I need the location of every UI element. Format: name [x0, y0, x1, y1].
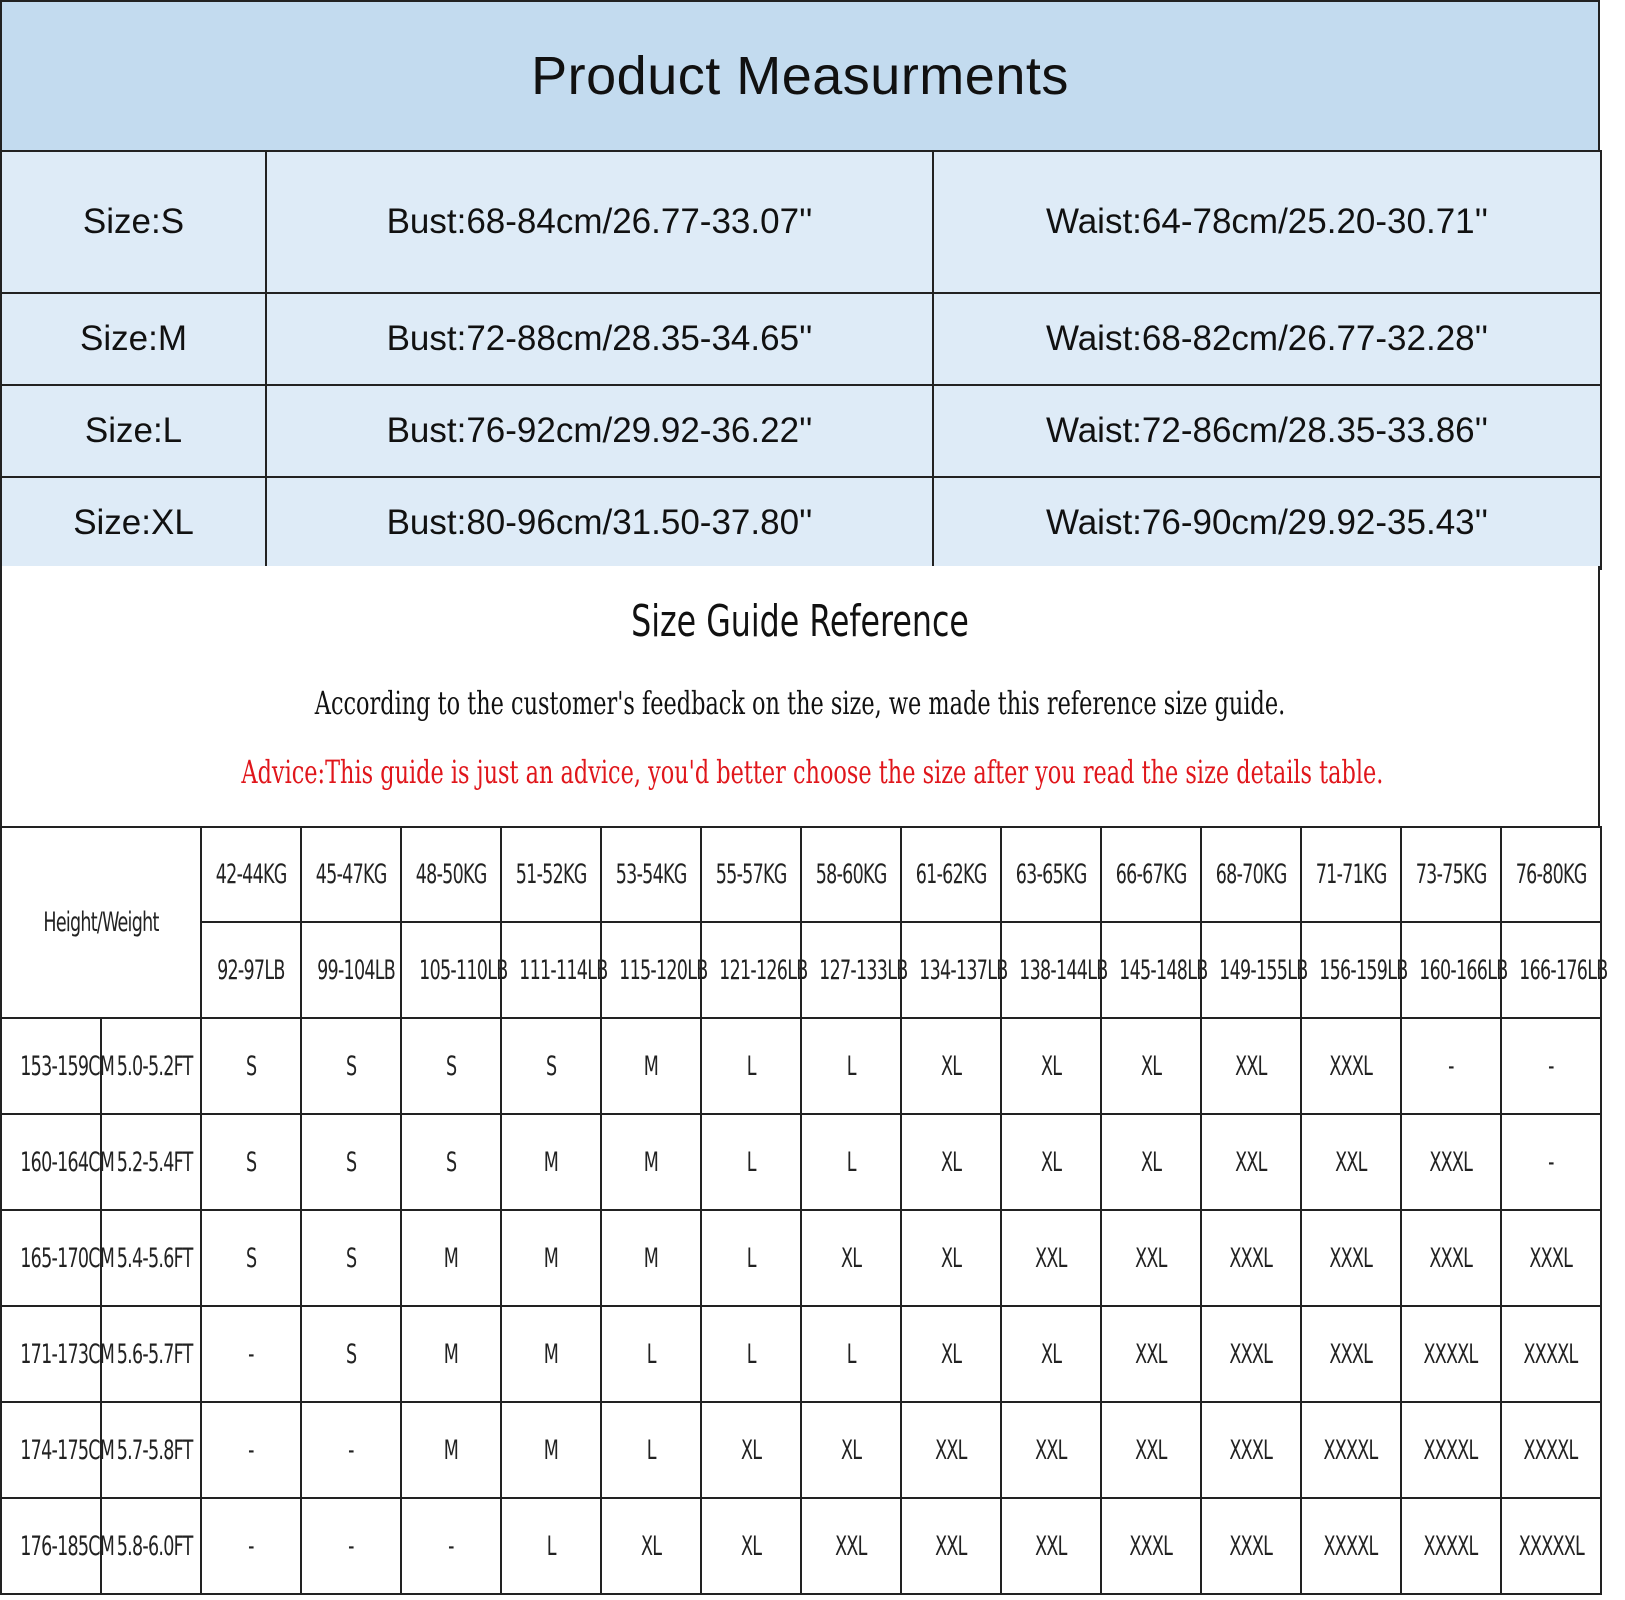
size-cell-text: S: [445, 1146, 457, 1178]
size-cell: [901, 1306, 1001, 1402]
size-cell: [1301, 1498, 1401, 1594]
size-cell: [1301, 1114, 1401, 1210]
size-guide-advice: Advice:This guide is just an advice, you'd better choose the size after you read the size details table.: [241, 753, 1384, 791]
size-cell: [1401, 1306, 1501, 1402]
weight-lb-header: [801, 922, 908, 1018]
size-cell-text: S: [245, 1050, 257, 1082]
measurement-size: Size:S: [1, 151, 266, 293]
size-cell-text: -: [248, 1434, 254, 1466]
size-cell-text: XXL: [1335, 1146, 1367, 1178]
weight-kg-header: [1101, 827, 1201, 922]
weight-kg-header: [1201, 827, 1301, 922]
size-cell-text: XXXL: [1229, 1338, 1273, 1370]
measurement-bust: Bust:68-84cm/26.77-33.07'': [266, 151, 933, 293]
size-cell: [501, 1210, 601, 1306]
size-cell: [1201, 1498, 1301, 1594]
product-measurements-header: [0, 0, 1600, 152]
size-cell-text: XXXXXL: [1518, 1530, 1584, 1562]
size-cell: [1201, 1018, 1301, 1114]
size-cell-text: -: [448, 1530, 454, 1562]
size-cell-text: XXL: [1235, 1146, 1267, 1178]
size-cell-text: XXL: [1235, 1050, 1267, 1082]
height-ft-text: 5.4-5.6FT: [116, 1242, 193, 1274]
size-cell-text: XXL: [835, 1530, 867, 1562]
weight-lb-header-text: 156-159LB: [1319, 954, 1408, 986]
size-cell-text: XL: [1140, 1146, 1162, 1178]
height-ft-text: 5.2-5.4FT: [116, 1146, 193, 1178]
size-cell: [1101, 1114, 1201, 1210]
size-cell-text: -: [1548, 1050, 1554, 1082]
size-cell-text: XXL: [1135, 1434, 1167, 1466]
size-cell-text: XXXXL: [1423, 1338, 1479, 1370]
height-cm: [1, 1018, 115, 1114]
size-cell: [1001, 1402, 1101, 1498]
height-cm: [1, 1114, 115, 1210]
weight-kg-header: [401, 827, 501, 922]
size-cell: [1101, 1306, 1201, 1402]
measurement-bust: Bust:72-88cm/28.35-34.65'': [266, 293, 933, 385]
height-ft: [101, 1210, 201, 1306]
size-cell-text: -: [1548, 1146, 1554, 1178]
weight-lb-header-text: 145-148LB: [1119, 954, 1208, 986]
size-cell: [401, 1402, 501, 1498]
size-cell-text: XXXXL: [1523, 1338, 1579, 1370]
weight-lb-header-text: 111-114LB: [519, 954, 608, 986]
size-cell-text: XL: [940, 1050, 962, 1082]
measurement-waist: Waist:68-82cm/26.77-32.28'': [933, 293, 1601, 385]
size-cell: [901, 1018, 1001, 1114]
size-cell-text: XXXL: [1329, 1338, 1373, 1370]
size-cell: [701, 1018, 801, 1114]
size-cell-text: M: [643, 1242, 659, 1274]
size-cell: [401, 1306, 501, 1402]
weight-kg-header-text: 61-62KG: [915, 859, 987, 890]
size-cell-text: S: [345, 1146, 357, 1178]
size-cell-text: XL: [1040, 1146, 1062, 1178]
size-cell: [801, 1018, 901, 1114]
size-cell-text: XXXL: [1529, 1242, 1573, 1274]
size-cell: [601, 1018, 701, 1114]
measurement-size: Size:L: [1, 385, 266, 477]
weight-kg-header-text: 42-44KG: [215, 859, 287, 890]
size-cell: [501, 1498, 601, 1594]
size-cell-text: XL: [840, 1434, 862, 1466]
size-cell: [301, 1306, 401, 1402]
weight-lb-header: [1201, 922, 1308, 1018]
height-ft: [101, 1018, 201, 1114]
size-cell: [1501, 1114, 1601, 1210]
weight-lb-header-text: 134-137LB: [919, 954, 1008, 986]
weight-lb-header-row: [1, 922, 1601, 1018]
height-cm: [1, 1498, 115, 1594]
size-cell-text: XXXL: [1229, 1530, 1273, 1562]
size-cell-text: S: [445, 1050, 457, 1082]
height-cm-text: 165-170CM: [20, 1242, 115, 1274]
size-cell-text: -: [248, 1530, 254, 1562]
weight-lb-header: [201, 922, 301, 1018]
size-cell: [1101, 1498, 1201, 1594]
size-cell: [301, 1210, 401, 1306]
measurement-waist: Waist:72-86cm/28.35-33.86'': [933, 385, 1601, 477]
size-cell-text: XXXXL: [1323, 1434, 1379, 1466]
size-cell-text: XL: [740, 1434, 762, 1466]
height-cm-text: 174-175CM: [20, 1434, 115, 1466]
size-cell-text: L: [546, 1530, 556, 1562]
measurement-size: Size:XL: [1, 477, 266, 569]
measurement-waist: Waist:76-90cm/29.92-35.43'': [933, 477, 1601, 569]
weight-kg-header: [1501, 827, 1601, 922]
table-row: [1, 1114, 1601, 1210]
size-guide-table: [0, 826, 1608, 1595]
table-row: [1, 1402, 1601, 1498]
size-cell-text: XXXXL: [1423, 1434, 1479, 1466]
size-cell: [701, 1210, 801, 1306]
size-cell-text: XXXXL: [1423, 1530, 1479, 1562]
size-cell-text: XXXL: [1329, 1050, 1373, 1082]
size-cell: [1501, 1498, 1601, 1594]
weight-lb-header-text: 99-104LB: [317, 954, 396, 986]
measurement-row: [1, 477, 1601, 569]
weight-kg-header-text: 66-67KG: [1115, 859, 1187, 890]
weight-lb-header: [1001, 922, 1108, 1018]
height-weight-label-text: Height/Weight: [43, 907, 159, 938]
height-cm-text: 153-159CM: [20, 1050, 115, 1082]
measurement-bust: Bust:76-92cm/29.92-36.22'': [266, 385, 933, 477]
weight-lb-header-text: 121-126LB: [719, 954, 808, 986]
size-cell: [301, 1114, 401, 1210]
weight-lb-header: [1101, 922, 1208, 1018]
weight-lb-header: [401, 922, 508, 1018]
weight-kg-header-text: 51-52KG: [515, 859, 587, 890]
size-cell: [1501, 1210, 1601, 1306]
weight-kg-header: [801, 827, 901, 922]
height-ft-text: 5.6-5.7FT: [116, 1338, 193, 1370]
measurement-bust: Bust:80-96cm/31.50-37.80'': [266, 477, 933, 569]
size-cell: [1001, 1210, 1101, 1306]
size-cell-text: XL: [1040, 1338, 1062, 1370]
size-cell: [1301, 1306, 1401, 1402]
size-cell: [401, 1210, 501, 1306]
weight-lb-header-text: 92-97LB: [217, 954, 285, 986]
size-cell-text: L: [746, 1146, 756, 1178]
size-cell: [301, 1402, 401, 1498]
table-row: [1, 1306, 1601, 1402]
size-cell: [1001, 1018, 1101, 1114]
weight-lb-header-text: 105-110LB: [419, 954, 508, 986]
size-cell-text: L: [746, 1242, 756, 1274]
weight-kg-header-text: 45-47KG: [315, 859, 387, 890]
size-cell-text: XXL: [1035, 1530, 1067, 1562]
size-cell: [701, 1114, 801, 1210]
size-cell-text: XXXXL: [1523, 1434, 1579, 1466]
weight-kg-header-text: 55-57KG: [715, 859, 787, 890]
size-cell: [1401, 1498, 1501, 1594]
size-cell: [1201, 1114, 1301, 1210]
size-cell-text: XXXL: [1229, 1434, 1273, 1466]
height-cm: [1, 1402, 115, 1498]
size-cell-text: L: [646, 1434, 656, 1466]
size-cell: [1001, 1114, 1101, 1210]
size-cell: [201, 1498, 301, 1594]
size-cell: [1101, 1018, 1201, 1114]
size-cell: [1001, 1498, 1101, 1594]
size-cell-text: M: [443, 1242, 459, 1274]
size-cell: [901, 1114, 1001, 1210]
size-cell-text: M: [443, 1434, 459, 1466]
height-ft-text: 5.0-5.2FT: [116, 1050, 193, 1082]
table-row: [1, 1498, 1601, 1594]
size-cell: [701, 1498, 801, 1594]
weight-kg-header-text: 73-75KG: [1415, 859, 1487, 890]
size-cell: [201, 1306, 301, 1402]
weight-kg-header: [1301, 827, 1401, 922]
size-cell: [501, 1114, 601, 1210]
size-cell: [1101, 1402, 1201, 1498]
size-cell: [1401, 1018, 1501, 1114]
size-cell: [601, 1114, 701, 1210]
weight-lb-header: [301, 922, 401, 1018]
size-cell: [301, 1018, 401, 1114]
size-cell-text: XXXL: [1229, 1242, 1273, 1274]
size-cell: [601, 1498, 701, 1594]
size-cell: [501, 1402, 601, 1498]
measurement-row: [1, 385, 1601, 477]
size-cell: [301, 1498, 401, 1594]
weight-kg-header: [1001, 827, 1101, 922]
size-cell-text: XXL: [935, 1530, 967, 1562]
size-cell-text: S: [545, 1050, 557, 1082]
measurement-waist: Waist:64-78cm/25.20-30.71'': [933, 151, 1601, 293]
measurement-row: [1, 151, 1601, 293]
size-cell-text: XL: [940, 1338, 962, 1370]
size-cell-text: S: [245, 1146, 257, 1178]
size-cell: [501, 1306, 601, 1402]
size-cell: [1301, 1210, 1401, 1306]
size-cell: [701, 1306, 801, 1402]
size-cell: [901, 1498, 1001, 1594]
size-cell: [801, 1402, 901, 1498]
size-cell: [1501, 1306, 1601, 1402]
size-cell-text: L: [846, 1338, 856, 1370]
size-cell: [401, 1498, 501, 1594]
weight-lb-header-text: 166-176LB: [1519, 954, 1608, 986]
size-cell: [1401, 1114, 1501, 1210]
size-cell-text: XXL: [935, 1434, 967, 1466]
height-ft: [101, 1402, 201, 1498]
size-cell-text: M: [543, 1146, 559, 1178]
product-measurements-title: Product Measurments: [531, 46, 1069, 106]
weight-lb-header: [601, 922, 708, 1018]
size-cell: [401, 1114, 501, 1210]
weight-lb-header: [1301, 922, 1408, 1018]
height-weight-label: [1, 827, 201, 1018]
size-cell: [1201, 1306, 1301, 1402]
size-cell: [801, 1498, 901, 1594]
size-cell-text: M: [543, 1434, 559, 1466]
height-ft-text: 5.8-6.0FT: [116, 1530, 193, 1562]
size-cell-text: XXL: [1135, 1242, 1167, 1274]
weight-kg-header: [901, 827, 1001, 922]
size-cell-text: XXXL: [1429, 1146, 1473, 1178]
height-cm: [1, 1210, 115, 1306]
height-ft: [101, 1114, 201, 1210]
weight-lb-header: [901, 922, 1008, 1018]
size-cell-text: M: [643, 1050, 659, 1082]
size-cell-text: XL: [1040, 1050, 1062, 1082]
size-cell: [201, 1402, 301, 1498]
weight-kg-header-text: 68-70KG: [1215, 859, 1287, 890]
size-cell-text: -: [1448, 1050, 1454, 1082]
size-cell: [1101, 1210, 1201, 1306]
size-cell-text: -: [348, 1530, 354, 1562]
size-cell: [401, 1018, 501, 1114]
size-cell-text: M: [543, 1242, 559, 1274]
weight-lb-header: [701, 922, 808, 1018]
size-cell: [1201, 1210, 1301, 1306]
size-cell-text: -: [348, 1434, 354, 1466]
height-ft: [101, 1306, 201, 1402]
weight-lb-header-text: 127-133LB: [819, 954, 908, 986]
size-cell-text: M: [643, 1146, 659, 1178]
weight-lb-header-text: 138-144LB: [1019, 954, 1108, 986]
weight-lb-header-text: 149-155LB: [1219, 954, 1308, 986]
size-cell: [201, 1018, 301, 1114]
size-cell: [1401, 1210, 1501, 1306]
size-guide-description: According to the customer's feedback on the size, we made this reference size guide.: [314, 684, 1286, 722]
size-cell-text: XXL: [1135, 1338, 1167, 1370]
size-cell: [901, 1210, 1001, 1306]
size-cell: [201, 1114, 301, 1210]
size-cell: [601, 1210, 701, 1306]
weight-kg-header: [701, 827, 801, 922]
size-cell: [1301, 1018, 1401, 1114]
size-cell-text: XL: [640, 1530, 662, 1562]
height-cm: [1, 1306, 115, 1402]
size-cell-text: M: [543, 1338, 559, 1370]
size-cell-text: L: [746, 1338, 756, 1370]
size-cell-text: XXL: [1035, 1434, 1067, 1466]
size-guide-intro: [0, 566, 1600, 828]
table-row: [1, 1210, 1601, 1306]
size-cell: [1201, 1402, 1301, 1498]
weight-kg-header-text: 63-65KG: [1015, 859, 1087, 890]
size-cell: [1301, 1402, 1401, 1498]
weight-kg-header-text: 48-50KG: [415, 859, 487, 890]
weight-kg-header: [201, 827, 301, 922]
size-cell-text: S: [345, 1242, 357, 1274]
height-ft: [101, 1498, 201, 1594]
measurement-row: [1, 293, 1601, 385]
product-measurements-table: [0, 150, 1602, 570]
size-cell: [901, 1402, 1001, 1498]
weight-kg-header: [601, 827, 701, 922]
size-cell-text: L: [746, 1050, 756, 1082]
size-cell: [601, 1306, 701, 1402]
size-cell-text: L: [846, 1050, 856, 1082]
size-guide-title: Size Guide Reference: [631, 596, 969, 647]
size-cell-text: M: [443, 1338, 459, 1370]
weight-kg-header-text: 58-60KG: [815, 859, 887, 890]
size-cell: [1501, 1402, 1601, 1498]
size-cell: [1401, 1402, 1501, 1498]
size-cell: [601, 1402, 701, 1498]
weight-kg-header: [501, 827, 601, 922]
size-cell: [801, 1306, 901, 1402]
height-ft-text: 5.7-5.8FT: [116, 1434, 193, 1466]
height-cm-text: 176-185CM: [20, 1530, 115, 1562]
size-cell: [701, 1402, 801, 1498]
size-cell: [1501, 1018, 1601, 1114]
weight-lb-header-text: 160-166LB: [1419, 954, 1508, 986]
size-cell-text: XL: [940, 1242, 962, 1274]
weight-kg-header-text: 71-71KG: [1315, 859, 1387, 890]
height-cm-text: 171-173CM: [20, 1338, 115, 1370]
weight-kg-header-text: 53-54KG: [615, 859, 687, 890]
size-cell-text: XL: [840, 1242, 862, 1274]
measurement-size: Size:M: [1, 293, 266, 385]
size-cell-text: XXXL: [1329, 1242, 1373, 1274]
size-cell-text: XXXL: [1129, 1530, 1173, 1562]
size-cell-text: S: [345, 1338, 357, 1370]
table-row: [1, 1018, 1601, 1114]
size-cell: [801, 1114, 901, 1210]
size-cell: [501, 1018, 601, 1114]
size-cell-text: L: [846, 1146, 856, 1178]
size-cell-text: L: [646, 1338, 656, 1370]
size-cell: [801, 1210, 901, 1306]
size-cell-text: XXXXL: [1323, 1530, 1379, 1562]
size-cell-text: S: [345, 1050, 357, 1082]
weight-lb-header: [501, 922, 608, 1018]
weight-kg-header: [301, 827, 401, 922]
size-cell-text: XL: [740, 1530, 762, 1562]
size-cell: [201, 1210, 301, 1306]
weight-kg-header: [1401, 827, 1501, 922]
size-cell-text: XL: [940, 1146, 962, 1178]
size-cell: [1001, 1306, 1101, 1402]
size-cell-text: XXXL: [1429, 1242, 1473, 1274]
weight-kg-header-row: [1, 827, 1601, 922]
weight-lb-header: [1501, 922, 1608, 1018]
size-cell-text: XXL: [1035, 1242, 1067, 1274]
size-cell-text: XL: [1140, 1050, 1162, 1082]
size-cell-text: -: [248, 1338, 254, 1370]
weight-lb-header-text: 115-120LB: [619, 954, 708, 986]
weight-lb-header: [1401, 922, 1508, 1018]
weight-kg-header-text: 76-80KG: [1515, 859, 1587, 890]
height-cm-text: 160-164CM: [20, 1146, 115, 1178]
size-cell-text: S: [245, 1242, 257, 1274]
